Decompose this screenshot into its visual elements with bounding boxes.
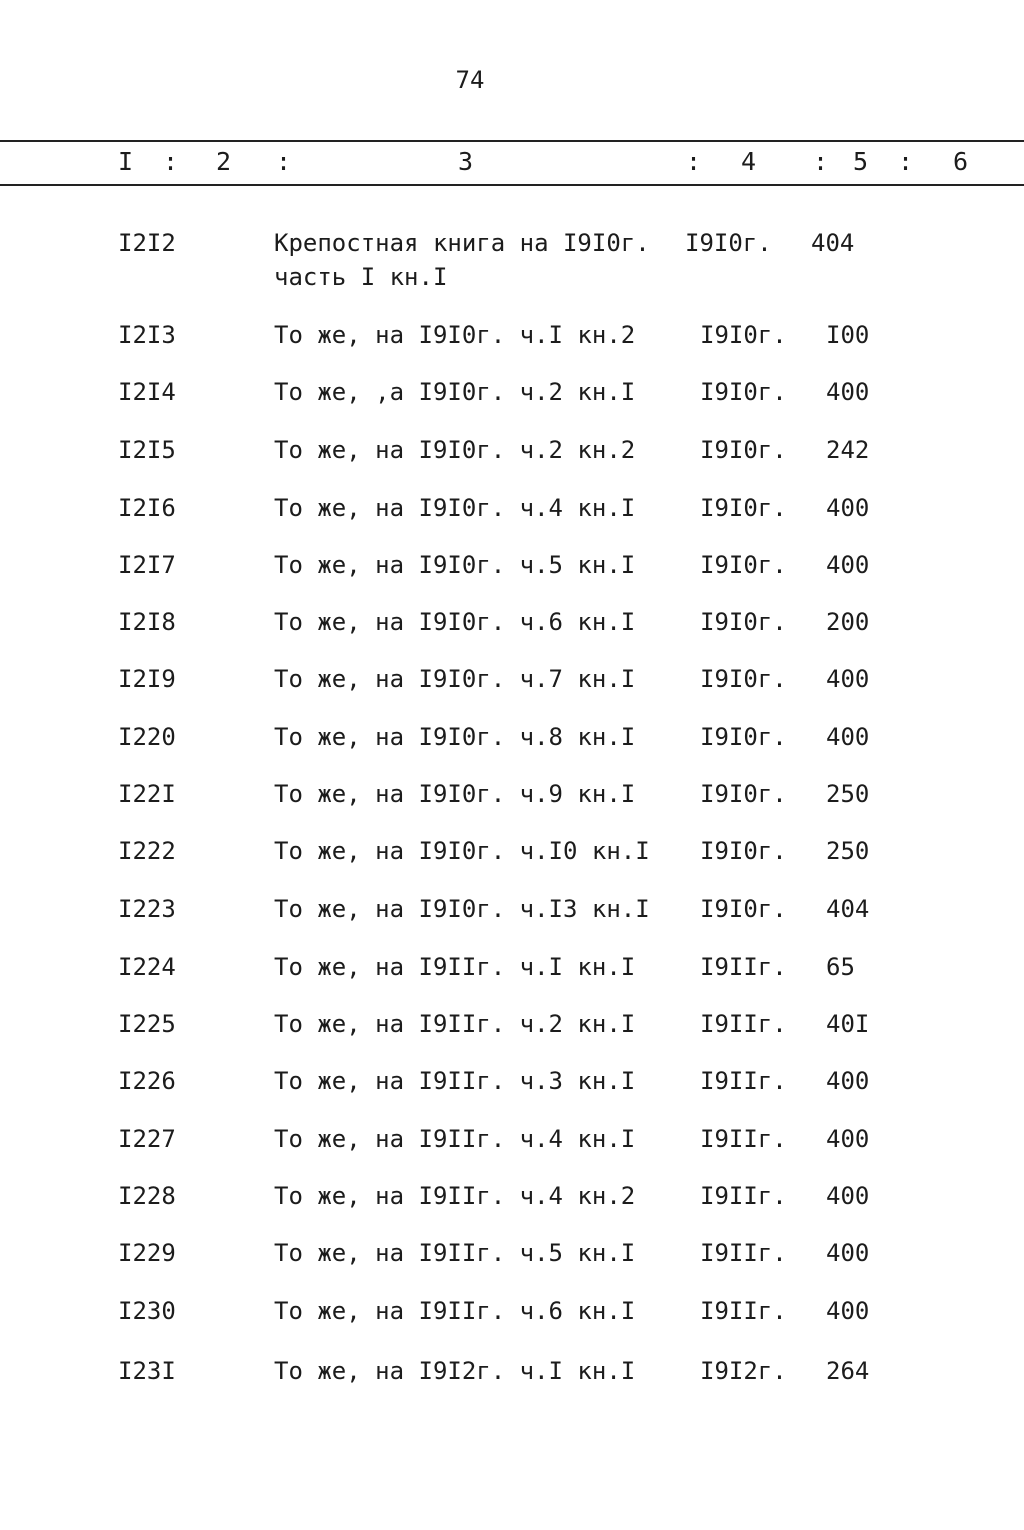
row-pages: 65	[826, 953, 855, 981]
row-pages: I00	[826, 321, 870, 349]
row-pages: 400	[826, 551, 870, 579]
row-title: То же, на I9IIг. ч.I кн.I	[274, 953, 636, 981]
column-header-row	[0, 144, 1024, 180]
row-number: I2I5	[118, 436, 176, 464]
row-pages: 200	[826, 608, 870, 636]
column-separator: :	[813, 147, 829, 176]
row-title: То же, на I9I0г. ч.5 кн.I	[274, 551, 636, 579]
row-year: I9I0г.	[700, 608, 787, 636]
row-year: I9IIг.	[700, 1297, 787, 1325]
column-header-5: 5	[853, 147, 869, 176]
row-title: То же, на I9IIг. ч.5 кн.I	[274, 1239, 636, 1267]
row-pages: 404	[811, 229, 855, 257]
row-year: I9IIг.	[700, 1067, 787, 1095]
row-title: То же, на I9I0г. ч.I0 кн.I	[274, 837, 650, 865]
row-title: То же, на I9IIг. ч.3 кн.I	[274, 1067, 636, 1095]
row-title: То же, на I9I2г. ч.I кн.I	[274, 1357, 636, 1385]
row-pages: 400	[826, 723, 870, 751]
row-year: I9I0г.	[700, 780, 787, 808]
row-title: То же, на I9IIг. ч.2 кн.I	[274, 1010, 636, 1038]
row-pages: 264	[826, 1357, 870, 1385]
row-number: I229	[118, 1239, 176, 1267]
row-pages: 400	[826, 1125, 870, 1153]
row-pages: 400	[826, 1182, 870, 1210]
row-pages: 404	[826, 895, 870, 923]
row-number: I23I	[118, 1357, 176, 1385]
row-number: I230	[118, 1297, 176, 1325]
row-year: I9I2г.	[700, 1357, 787, 1385]
row-title: То же, ,а I9I0г. ч.2 кн.I	[274, 378, 636, 406]
row-pages: 400	[826, 1067, 870, 1095]
row-year: I9IIг.	[700, 1182, 787, 1210]
row-year: I9I0г.	[700, 378, 787, 406]
row-title: То же, на I9I0г. ч.8 кн.I	[274, 723, 636, 751]
row-number: I227	[118, 1125, 176, 1153]
column-separator: :	[686, 147, 702, 176]
row-title: То же, на I9IIг. ч.4 кн.2	[274, 1182, 636, 1210]
row-year: I9IIг.	[700, 1010, 787, 1038]
row-pages: 400	[826, 494, 870, 522]
column-separator: :	[163, 147, 179, 176]
row-number: I225	[118, 1010, 176, 1038]
row-pages: 40I	[826, 1010, 870, 1038]
row-number: I22I	[118, 780, 176, 808]
row-year: I9I0г.	[685, 229, 772, 257]
row-number: I2I2	[118, 229, 176, 257]
row-year: I9I0г.	[700, 436, 787, 464]
row-pages: 242	[826, 436, 870, 464]
column-header-6: 6	[953, 147, 969, 176]
column-header-3: 3	[458, 147, 474, 176]
column-header-4: 4	[741, 147, 757, 176]
row-pages: 400	[826, 1239, 870, 1267]
row-pages: 400	[826, 378, 870, 406]
row-number: I2I8	[118, 608, 176, 636]
row-title: То же, на I9I0г. ч.7 кн.I	[274, 665, 636, 693]
row-title: То же, на I9I0г. ч.I3 кн.I	[274, 895, 650, 923]
row-year: I9I0г.	[700, 895, 787, 923]
row-number: I2I6	[118, 494, 176, 522]
row-number: I2I9	[118, 665, 176, 693]
row-title: То же, на I9IIг. ч.6 кн.I	[274, 1297, 636, 1325]
row-pages: 250	[826, 780, 870, 808]
row-title: То же, на I9IIг. ч.4 кн.I	[274, 1125, 636, 1153]
row-title: То же, на I9I0г. ч.4 кн.I	[274, 494, 636, 522]
row-number: I2I7	[118, 551, 176, 579]
row-number: I223	[118, 895, 176, 923]
row-year: I9I0г.	[700, 321, 787, 349]
row-number: I222	[118, 837, 176, 865]
row-pages: 250	[826, 837, 870, 865]
row-year: I9IIг.	[700, 1239, 787, 1267]
row-year: I9I0г.	[700, 723, 787, 751]
page-number: 74	[455, 66, 485, 94]
row-pages: 400	[826, 1297, 870, 1325]
header-bottom-rule	[0, 184, 1024, 186]
column-separator: :	[898, 147, 914, 176]
row-pages: 400	[826, 665, 870, 693]
column-header-2: 2	[216, 147, 232, 176]
column-header-1: I	[118, 147, 134, 176]
row-year: I9IIг.	[700, 1125, 787, 1153]
row-number: I224	[118, 953, 176, 981]
row-title: То же, на I9I0г. ч.I кн.2	[274, 321, 636, 349]
row-number: I220	[118, 723, 176, 751]
row-title: То же, на I9I0г. ч.9 кн.I	[274, 780, 636, 808]
row-number: I2I4	[118, 378, 176, 406]
row-title: То же, на I9I0г. ч.2 кн.2	[274, 436, 636, 464]
row-year: I9I0г.	[700, 551, 787, 579]
row-year: I9IIг.	[700, 953, 787, 981]
column-separator: :	[276, 147, 292, 176]
row-year: I9I0г.	[700, 665, 787, 693]
row-title: То же, на I9I0г. ч.6 кн.I	[274, 608, 636, 636]
row-number: I228	[118, 1182, 176, 1210]
row-year: I9I0г.	[700, 837, 787, 865]
row-number: I2I3	[118, 321, 176, 349]
row-title: Крепостная книга на I9I0г. часть I кн.I	[274, 229, 650, 291]
row-year: I9I0г.	[700, 494, 787, 522]
row-number: I226	[118, 1067, 176, 1095]
header-top-rule	[0, 140, 1024, 142]
